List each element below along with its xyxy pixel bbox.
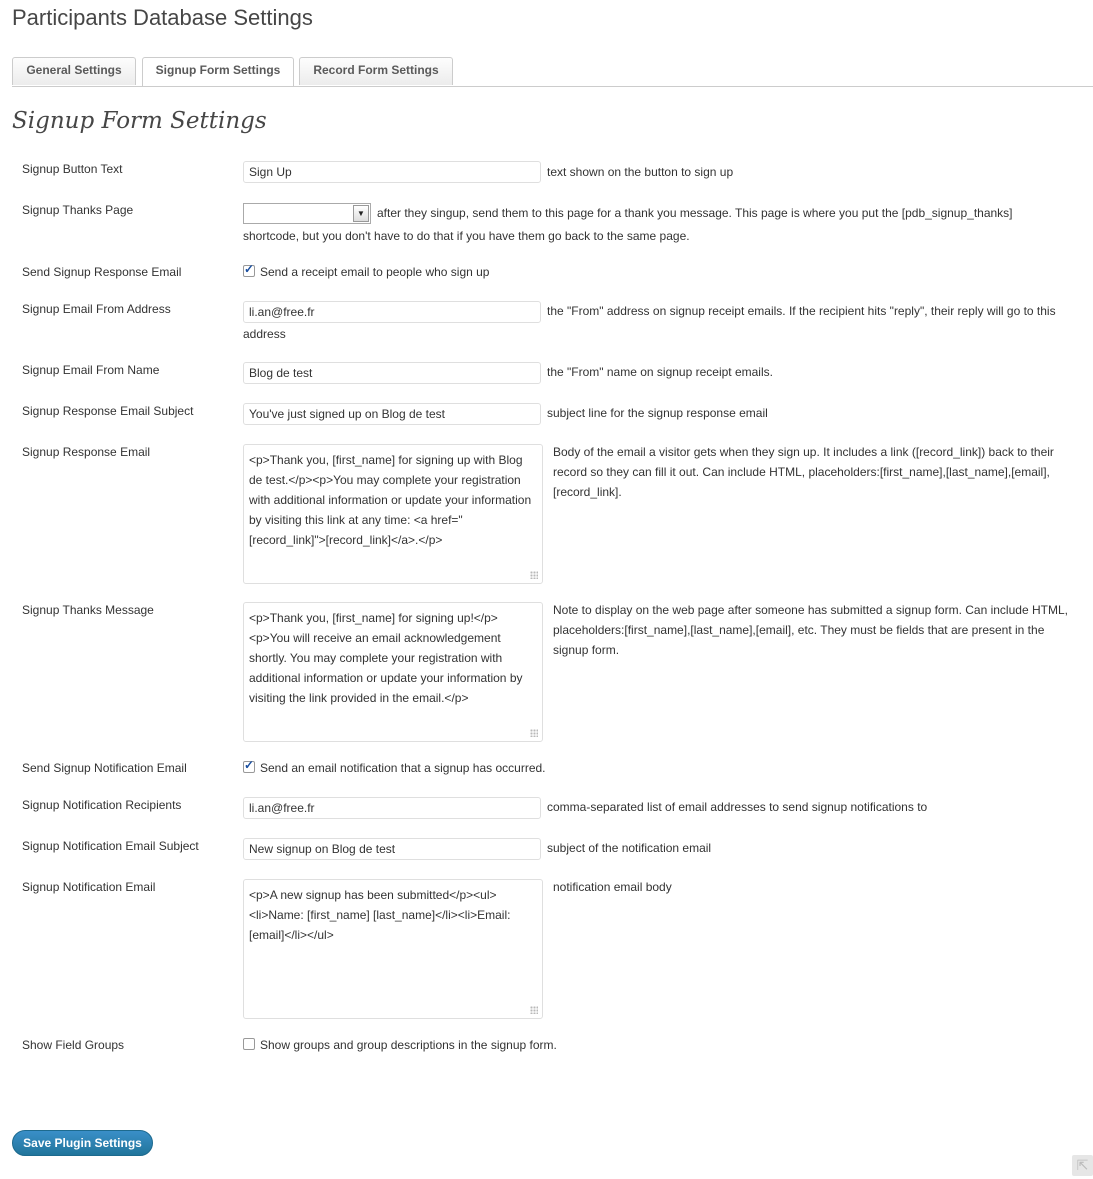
signup-response-email-label: Signup Response Email bbox=[22, 445, 151, 459]
signup-thanks-page-desc-1: after they singup, send them to this page for a thank you message. This page is where you put the [pdb_signup_thanks] bbox=[377, 206, 1013, 220]
signup-notification-email-desc: notification email body bbox=[553, 880, 672, 894]
send-signup-notification-email-label: Send Signup Notification Email bbox=[22, 761, 187, 775]
send-signup-notification-email-checkbox[interactable] bbox=[243, 758, 255, 773]
section-title: Signup Form Settings bbox=[12, 108, 267, 134]
settings-tabs bbox=[12, 57, 1093, 87]
signup-response-email-subject-input[interactable]: You've just signed up on Blog de test bbox=[243, 403, 541, 425]
resize-grip-icon[interactable] bbox=[530, 1006, 538, 1014]
signup-email-from-address-input[interactable]: li.an@free.fr bbox=[243, 301, 541, 323]
signup-thanks-page-value bbox=[244, 206, 248, 220]
signup-button-text-label: Signup Button Text bbox=[22, 162, 123, 176]
signup-response-email-textarea[interactable] bbox=[243, 444, 543, 584]
tab-signup-form-settings[interactable]: Signup Form Settings bbox=[142, 57, 294, 86]
signup-thanks-page-label: Signup Thanks Page bbox=[22, 203, 134, 217]
signup-thanks-message-desc: Note to display on the web page after someone has submitted a signup form. Can include HTML, placeholders:[first_name],[last_name],[email], etc. They must be fields that are present in the signup form. bbox=[553, 603, 1068, 657]
signup-notification-recipients-label: Signup Notification Recipients bbox=[22, 798, 182, 812]
resize-grip-icon[interactable] bbox=[530, 729, 538, 737]
signup-notification-email-subject-desc: subject of the notification email bbox=[547, 841, 712, 855]
resize-grip-icon[interactable] bbox=[530, 571, 538, 579]
signup-email-from-address-label: Signup Email From Address bbox=[22, 302, 171, 316]
signup-notification-email-subject-label: Signup Notification Email Subject bbox=[22, 839, 199, 853]
signup-email-from-name-desc: the "From" name on signup receipt emails. bbox=[547, 365, 773, 379]
signup-notification-email-text: <p>A new signup has been submitted</p><ul><li>Name: [first_name] [last_name]</li><li>Email: [email]</li></ul> bbox=[249, 888, 514, 942]
save-plugin-settings-button[interactable]: Save Plugin Settings bbox=[12, 1130, 153, 1156]
signup-response-email-text: <p>Thank you, [first_name] for signing up with Blog de test.</p><p>You may complete your registration with additional information or update your information by visiting this link at any time: <a href="[record_link]">[record_link]</a>.</p> bbox=[249, 453, 535, 547]
signup-response-email-subject-label: Signup Response Email Subject bbox=[22, 404, 194, 418]
send-signup-response-email-label: Send Signup Response Email bbox=[22, 265, 182, 279]
signup-thanks-page-desc-2: shortcode, but you don't have to do that if you have them go back to the same page. bbox=[243, 229, 690, 243]
signup-email-from-name-label: Signup Email From Name bbox=[22, 363, 160, 377]
send-signup-response-email-checkbox[interactable] bbox=[243, 262, 255, 277]
signup-notification-recipients-input[interactable]: li.an@free.fr bbox=[243, 797, 541, 819]
signup-thanks-message-label: Signup Thanks Message bbox=[22, 603, 154, 617]
signup-button-text-input[interactable]: Sign Up bbox=[243, 161, 541, 183]
checkmark-icon: ✓ bbox=[244, 262, 255, 276]
signup-response-email-subject-desc: subject line for the signup response email bbox=[547, 406, 768, 420]
page-title: Participants Database Settings bbox=[12, 5, 313, 30]
signup-response-email-desc: Body of the email a visitor gets when they sign up. It includes a link ([record_link]) back to their record so they can fill it out. Can include HTML, placeholders:[first_name],[last_name],[email],[record_link]. bbox=[553, 445, 1054, 499]
signup-thanks-message-text: <p>Thank you, [first_name] for signing up!</p><p>You will receive an email acknowledgement shortly. You may complete your registration with additional information or update your information by visiting the link provided in the email.</p> bbox=[249, 611, 526, 705]
tab-general-settings[interactable]: General Settings bbox=[12, 57, 136, 85]
signup-notification-recipients-desc: comma-separated list of email addresses to send signup notifications to bbox=[547, 800, 928, 814]
send-signup-notification-email-desc: Send an email notification that a signup has occurred. bbox=[260, 761, 546, 775]
signup-thanks-page-select[interactable] bbox=[243, 203, 371, 224]
chevron-down-icon: ▼ bbox=[353, 205, 369, 222]
signup-email-from-address-desc-2: address bbox=[243, 327, 286, 341]
tab-record-form-settings[interactable]: Record Form Settings bbox=[299, 57, 453, 85]
signup-notification-email-subject-input[interactable]: New signup on Blog de test bbox=[243, 838, 541, 860]
send-signup-response-email-desc: Send a receipt email to people who sign up bbox=[260, 265, 490, 279]
show-field-groups-label: Show Field Groups bbox=[22, 1038, 125, 1052]
signup-button-text-desc: text shown on the button to sign up bbox=[547, 165, 734, 179]
show-field-groups-desc: Show groups and group descriptions in the signup form. bbox=[260, 1038, 557, 1052]
checkmark-icon: ✓ bbox=[244, 758, 255, 772]
signup-notification-email-label: Signup Notification Email bbox=[22, 880, 156, 894]
share-icon[interactable]: ⇱ bbox=[1072, 1155, 1093, 1176]
signup-notification-email-textarea[interactable] bbox=[243, 879, 543, 1019]
show-field-groups-checkbox[interactable] bbox=[243, 1038, 255, 1050]
signup-thanks-message-textarea[interactable] bbox=[243, 602, 543, 742]
signup-email-from-address-desc-1: the "From" address on signup receipt emails. If the recipient hits "reply", their reply will go to this bbox=[547, 304, 1056, 318]
signup-email-from-name-input[interactable]: Blog de test bbox=[243, 362, 541, 384]
